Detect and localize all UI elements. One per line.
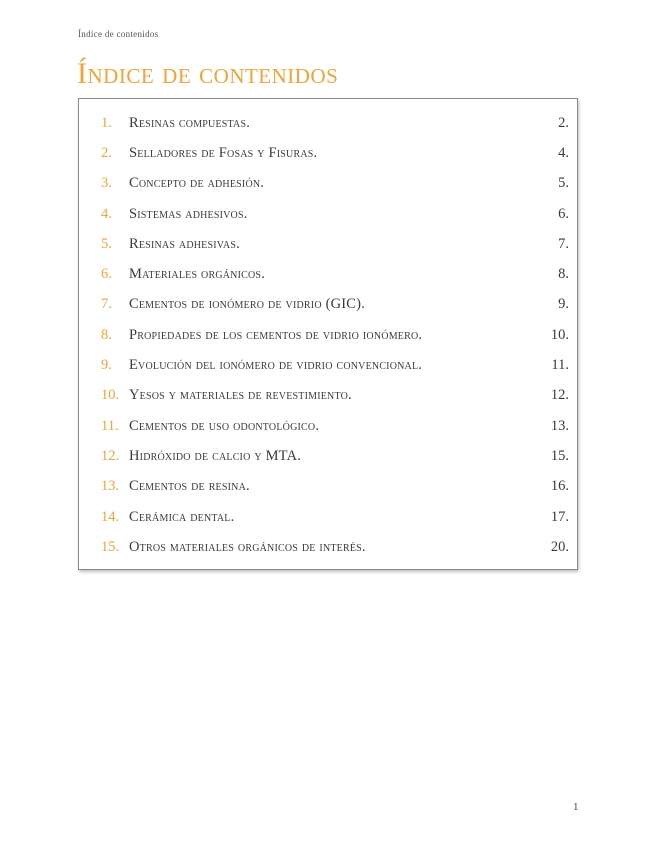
toc-entry-page[interactable]: 5. [558,175,569,192]
toc-entry-label[interactable]: Cementos de uso odontológico. [129,417,320,434]
toc-entry-label[interactable]: Selladores de Fosas y Fisuras. [129,144,318,161]
toc-entry-number: 15. [101,538,120,555]
toc-entry-label[interactable]: Cementos de ionómero de vidrio (GIC). [129,296,366,313]
toc-entry-number: 3. [101,175,112,192]
toc-entry[interactable] [79,441,577,471]
toc-entry-label[interactable]: Concepto de adhesión. [129,175,265,192]
toc-entry-page[interactable]: 7. [558,235,569,252]
toc-entry-number: 12. [101,447,120,464]
toc-entry[interactable] [79,199,577,229]
toc-entry-page[interactable]: 12. [550,387,569,404]
toc-entry-page[interactable]: 4. [558,144,569,161]
toc-entry[interactable] [79,350,577,380]
toc-entry-label[interactable]: Hidróxido de calcio y MTA. [129,447,302,464]
page-number: 1 [573,801,579,813]
toc-entry[interactable] [79,290,577,320]
toc-entry[interactable] [79,320,577,350]
toc-entry[interactable] [79,138,577,168]
toc-entry-number: 7. [101,296,112,313]
toc-entry-label[interactable]: Resinas adhesivas. [129,235,240,252]
page-title: Índice de contenidos [77,57,339,90]
toc-entry-label[interactable]: Cementos de resina. [129,478,250,495]
toc-entry-page[interactable]: 13. [550,417,569,434]
toc-entry-number: 2. [101,144,112,161]
toc-entry-label[interactable]: Propiedades de los cementos de vidrio ionómero. [129,326,423,343]
toc-entry-number: 14. [101,508,120,525]
toc-entry[interactable] [79,502,577,532]
toc-entry-page[interactable]: 6. [558,205,569,222]
toc-entry-number: 6. [101,266,112,283]
toc-entry-number: 10. [101,387,120,404]
toc-entry-page[interactable]: 8. [558,266,569,283]
toc-entry-label[interactable]: Otros materiales orgánicos de interés. [129,538,366,555]
toc-entry-label[interactable]: Materiales orgánicos. [129,266,266,283]
toc-entry[interactable] [79,229,577,259]
toc-entry-number: 1. [101,114,112,131]
toc-entry-label[interactable]: Evolución del ionómero de vidrio convencional. [129,357,423,374]
toc-entry[interactable] [79,259,577,289]
toc-entry[interactable] [79,169,577,199]
toc-entry-number: 11. [101,417,119,434]
toc-entry-number: 9. [101,357,112,374]
toc-entry-page[interactable]: 16. [550,478,569,495]
toc-entry-number: 13. [101,478,120,495]
toc-entry-number: 5. [101,235,112,252]
table-of-contents [78,98,578,570]
toc-entry-label[interactable]: Yesos y materiales de revestimiento. [129,387,352,404]
toc-entry[interactable] [79,108,577,138]
toc-entry[interactable] [79,381,577,411]
toc-entry-label[interactable]: Resinas compuestas. [129,114,251,131]
toc-entry[interactable] [79,411,577,441]
toc-entry-page[interactable]: 17. [550,508,569,525]
toc-entry-label[interactable]: Sistemas adhesivos. [129,205,248,222]
toc-entry-page[interactable]: 10. [550,326,569,343]
toc-entry-page[interactable]: 11. [551,357,569,374]
toc-entry-page[interactable]: 9. [558,296,569,313]
toc-entry-page[interactable]: 2. [558,114,569,131]
toc-entry-number: 4. [101,205,112,222]
running-header: Índice de contenidos [78,29,159,39]
toc-entry-number: 8. [101,326,112,343]
toc-entry-page[interactable]: 20. [550,538,569,555]
toc-entry[interactable] [79,472,577,502]
toc-entry-page[interactable]: 15. [550,447,569,464]
toc-entry[interactable] [79,532,577,562]
toc-entry-label[interactable]: Cerámica dental. [129,508,235,525]
